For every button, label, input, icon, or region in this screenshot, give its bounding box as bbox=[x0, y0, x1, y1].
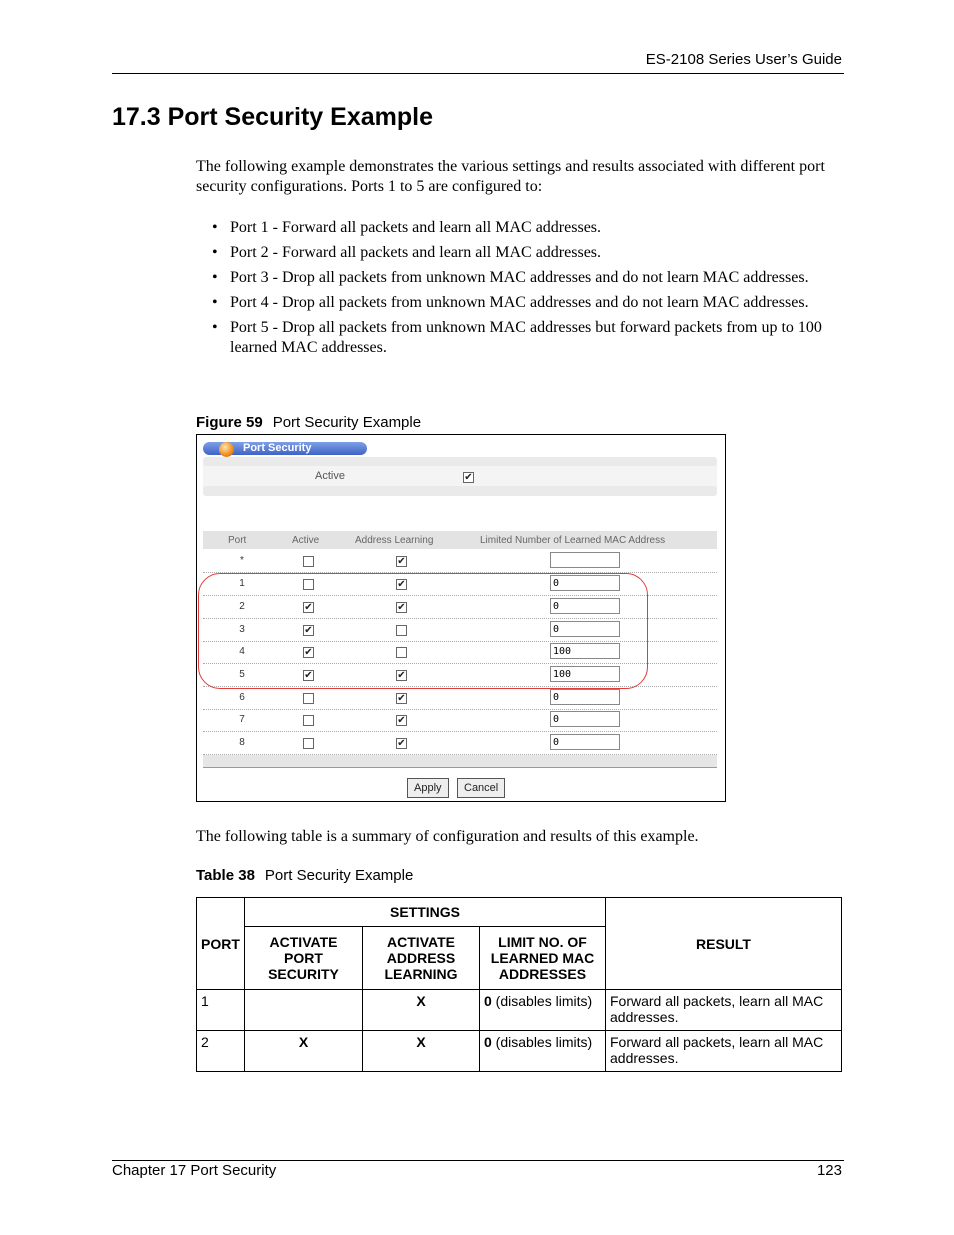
port-number: 4 bbox=[239, 646, 245, 657]
figure-caption-text: Port Security Example bbox=[272, 414, 422, 431]
summary-table bbox=[196, 897, 842, 1072]
address-learning-checkbox[interactable] bbox=[396, 625, 407, 636]
address-learning-checkbox[interactable] bbox=[396, 647, 407, 658]
port-number: 6 bbox=[239, 692, 245, 703]
limit-input[interactable] bbox=[550, 689, 620, 705]
table-caption-text: Port Security Example bbox=[264, 867, 414, 884]
address-learning-checkbox[interactable]: ✔ bbox=[397, 556, 406, 567]
table-caption bbox=[196, 867, 413, 884]
limit-input[interactable] bbox=[550, 666, 620, 682]
intro-paragraph: The following example demonstrates the various settings and results associated with different port security configurations. Ports 1 to 5 are configured to: bbox=[196, 158, 825, 195]
cell-result: Forward all packets, learn all MAC addresses. bbox=[606, 990, 842, 1031]
table-row bbox=[203, 641, 717, 664]
address-learning-checkbox[interactable]: ✔ bbox=[397, 715, 406, 726]
limit-input[interactable] bbox=[550, 734, 620, 750]
cell-result: Forward all packets, learn all MAC addresses. bbox=[606, 1031, 842, 1072]
table-row bbox=[203, 709, 717, 732]
footer-chapter: Chapter 17 Port Security bbox=[112, 1162, 277, 1179]
cancel-button[interactable]: Cancel bbox=[457, 778, 505, 798]
port-number: 7 bbox=[239, 714, 245, 725]
table-row bbox=[203, 664, 717, 687]
active-label: Active bbox=[315, 470, 345, 482]
header-settings: SETTINGS bbox=[245, 898, 606, 927]
grid-footer bbox=[203, 755, 717, 768]
active-checkbox[interactable]: ✔ bbox=[304, 625, 313, 636]
orb-icon bbox=[219, 442, 234, 457]
page-number: 123 bbox=[816, 1162, 842, 1179]
limit-input[interactable] bbox=[550, 575, 620, 591]
column-header-port: Port bbox=[228, 535, 247, 546]
address-learning-checkbox[interactable]: ✔ bbox=[397, 579, 406, 590]
cell-limit: 0 (disables limits) bbox=[480, 1031, 606, 1072]
table-row bbox=[203, 619, 717, 642]
limit-input[interactable] bbox=[550, 598, 620, 614]
section-heading bbox=[112, 103, 433, 132]
list-item: • Port 4 - Drop all packets from unknown MAC addresses and do not learn MAC addresses. bbox=[212, 294, 809, 311]
table-row bbox=[203, 573, 717, 596]
divider-band bbox=[203, 486, 717, 496]
header-activate-address-learning: ACTIVATE ADDRESS LEARNING bbox=[363, 927, 480, 990]
table-row bbox=[203, 732, 717, 755]
list-item: • Port 2 - Forward all packets and learn all MAC addresses. bbox=[212, 244, 602, 261]
list-item: • Port 1 - Forward all packets and learn all MAC addresses. bbox=[212, 219, 602, 236]
header-activate-port-security: ACTIVATE PORT SECURITY bbox=[245, 927, 363, 990]
cell-activate-port bbox=[245, 990, 363, 1031]
limit-input[interactable] bbox=[550, 552, 620, 568]
active-checkbox[interactable] bbox=[303, 693, 314, 704]
port-number: 3 bbox=[239, 624, 245, 635]
table-row bbox=[197, 990, 842, 1031]
table-label: Table 38 bbox=[196, 867, 255, 884]
table-row bbox=[203, 596, 717, 619]
table-row bbox=[203, 687, 717, 710]
table-row bbox=[197, 1031, 842, 1072]
port-number: 1 bbox=[239, 578, 245, 589]
port-number: 8 bbox=[239, 737, 245, 748]
panel-title: Port Security bbox=[243, 442, 312, 454]
active-checkbox[interactable] bbox=[303, 579, 314, 590]
column-header-address-learning: Address Learning bbox=[355, 535, 434, 546]
header-result: RESULT bbox=[606, 898, 842, 990]
active-checkbox[interactable]: ✔ bbox=[304, 602, 313, 613]
header-port: PORT bbox=[197, 898, 245, 990]
list-item: • Port 3 - Drop all packets from unknown MAC addresses and do not learn MAC addresses. bbox=[212, 269, 809, 286]
summary-paragraph: The following table is a summary of configuration and results of this example. bbox=[196, 828, 699, 845]
active-checkbox[interactable] bbox=[303, 715, 314, 726]
port-number: 5 bbox=[239, 669, 245, 680]
cell-limit: 0 (disables limits) bbox=[480, 990, 606, 1031]
address-learning-checkbox[interactable]: ✔ bbox=[397, 670, 406, 681]
port-number: 2 bbox=[239, 601, 245, 612]
limit-input[interactable] bbox=[550, 621, 620, 637]
panel-title-bar bbox=[203, 442, 367, 455]
active-checkbox[interactable]: ✔ bbox=[304, 647, 313, 658]
column-header-limit: Limited Number of Learned MAC Address bbox=[480, 535, 666, 546]
active-checkbox[interactable] bbox=[303, 556, 314, 567]
address-learning-checkbox[interactable]: ✔ bbox=[397, 738, 406, 749]
bullet-list bbox=[196, 218, 846, 363]
header-limit: LIMIT NO. OF LEARNED MAC ADDRESSES bbox=[480, 927, 606, 990]
port-number: * bbox=[240, 555, 244, 566]
cell-port: 1 bbox=[197, 990, 245, 1031]
footer-rule bbox=[112, 1160, 844, 1161]
cell-activate-port: X bbox=[245, 1031, 363, 1072]
figure-label: Figure 59 bbox=[196, 414, 263, 431]
apply-button[interactable]: Apply bbox=[407, 778, 449, 798]
table-header-row bbox=[197, 898, 842, 927]
cell-activate-address: X bbox=[363, 990, 480, 1031]
global-active-checkbox[interactable]: ✔ bbox=[464, 472, 473, 483]
cell-activate-address: X bbox=[363, 1031, 480, 1072]
active-checkbox[interactable]: ✔ bbox=[304, 670, 313, 681]
column-header-active: Active bbox=[292, 535, 320, 546]
limit-input[interactable] bbox=[550, 711, 620, 727]
table-row bbox=[203, 550, 717, 573]
limit-input[interactable] bbox=[550, 643, 620, 659]
port-security-screenshot bbox=[196, 434, 726, 802]
cell-port: 2 bbox=[197, 1031, 245, 1072]
list-item: • Port 5 - Drop all packets from unknown MAC addresses but forward packets from up to 100 learned MAC addresses. bbox=[212, 319, 822, 356]
header-rule bbox=[112, 73, 844, 74]
address-learning-checkbox[interactable]: ✔ bbox=[397, 602, 406, 613]
figure-caption bbox=[196, 414, 421, 431]
active-checkbox[interactable] bbox=[303, 738, 314, 749]
address-learning-checkbox[interactable]: ✔ bbox=[397, 693, 406, 704]
section-title: 17.3 Port Security Example bbox=[112, 103, 433, 131]
active-row bbox=[203, 466, 717, 488]
running-header: ES-2108 Series User’s Guide bbox=[645, 51, 842, 68]
